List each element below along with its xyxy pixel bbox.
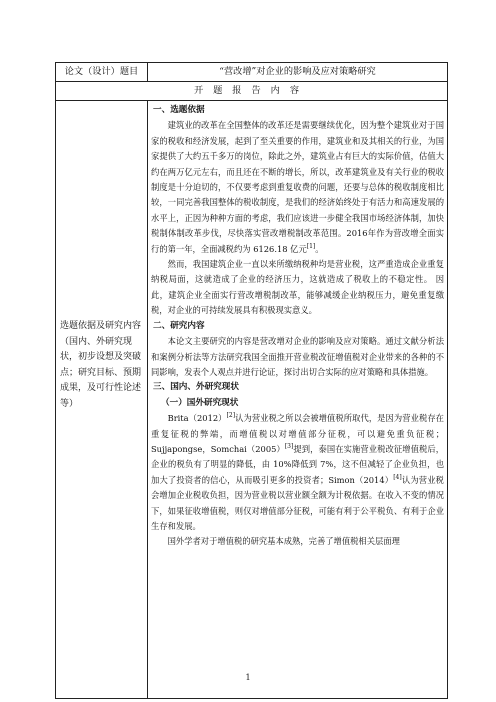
- content-row: [56, 101, 448, 699]
- side-label-cell: [56, 101, 148, 699]
- paragraph-foreign-2: 国外学者对于增值税的研究基本成熟，完善了增值税相关层面理: [167, 536, 400, 547]
- paragraph-text: Brita（2012）: [167, 413, 227, 424]
- paragraph-text: 认为营业税之所以会被增值税所取代，是因为营业税存在重复征税的弊端，而增值税以对增值部分征税，可以避免重负征税；Sujjapongse，Somchai（2005）: [151, 413, 444, 454]
- section-heading-content: 二、研究内容: [153, 320, 205, 331]
- title-row: [56, 63, 448, 82]
- citation-ref: [4]: [393, 473, 402, 481]
- proposal-form-table: [55, 62, 448, 699]
- report-content-header: 开题报告内容: [56, 82, 448, 101]
- paragraph-basis-2: 然而，我国建筑企业一直以来所缴纳税种均是营业税，这严重造成企业重复纳税局面，这就造成了企业的经济压力，这就造成了税收上的不稳定性。 因此，建筑企业全面实行营改增税制改革，能够减缓企业纳税压力，避免重复缴税，对企业的可持续发展具有积极现实意义。: [151, 259, 444, 316]
- paragraph-foreign-1: [151, 411, 444, 534]
- thesis-title-value: “营改增”对企业的影响及应对策略研究: [148, 63, 448, 82]
- subsection-heading-foreign: （一）国外研究现状: [161, 397, 239, 408]
- paragraph-text: 建筑业的改革在全国整体的改革还是需要继续优化，因为整个建筑业对于国家的税收和经济发展，起到了至关重要的作用，建筑业和及其相关的行业，为国家提供了大约五千多万的岗位，除此之外，建筑业占有巨大的实际价值，估值大约在两万亿元左右，而且还在不断的增长，所以，改革建筑业及有关行业的税收制度是十分迫切的，不仅要考虑到重复收费的问题，还要与总体的税收制度相比较，一同完善我国整体的税收制度，是我们的经济始终处于有活力和高速发展的水平上，正因为种种方面的考虑，我们应该进一步健全我国市场经济体制，加快税制体制改革步伐，尽快落实营改增税制改革范围。2016年作为营改增全面实行的第一年，全面减税约为 6126.18 亿元: [151, 120, 444, 254]
- citation-ref: [1]: [306, 242, 316, 250]
- paragraph-text: 认为营业税会增加企业税收负担，因为营业税以营业额全额为计税依据。在收入不变的情况下，如果征收增值税，则仅对增值部分征税，可能有利于公平税负、有利于企业生存和发展。: [151, 474, 444, 531]
- paragraph-end: 。: [315, 243, 324, 254]
- page-number: 1: [245, 673, 251, 682]
- subheader-row: [56, 82, 448, 101]
- citation-ref: [2]: [226, 412, 236, 420]
- paragraph-content-1: 本论文主要研究的内容是营改增对企业的影响及应对策略。通过文献分析法和案例分析法等方法研究我国全面推开营业税改征增值税对企业带来的各种的不同影响，发表个人观点并进行论证，探讨出切合实际的应对策略和具体措施。: [151, 336, 444, 377]
- report-body: [148, 101, 447, 550]
- thesis-title-label: 论文（设计）题目: [56, 63, 148, 82]
- section-heading-basis: 一、选题依据: [153, 105, 205, 115]
- section-heading-status: 三、国内、外研究现状: [153, 382, 239, 393]
- side-label-text: 选题依据及研究内容（国内、外研究现状，初步设想及突破点；研究目标、预期成果，及可行性论述等）: [60, 321, 142, 409]
- citation-ref: [3]: [284, 443, 294, 451]
- content-cell: [148, 101, 448, 699]
- paragraph-basis-1: [151, 118, 444, 257]
- paragraph-text: 提到，泰国在实施营业税改征增值税后，企业的税负有了明显的降低，由 10%降低到 7%，这不但减轻了企业负担，也加大了投资者的信心，从而吸引更多的投资者；Simon（2014）: [151, 443, 444, 485]
